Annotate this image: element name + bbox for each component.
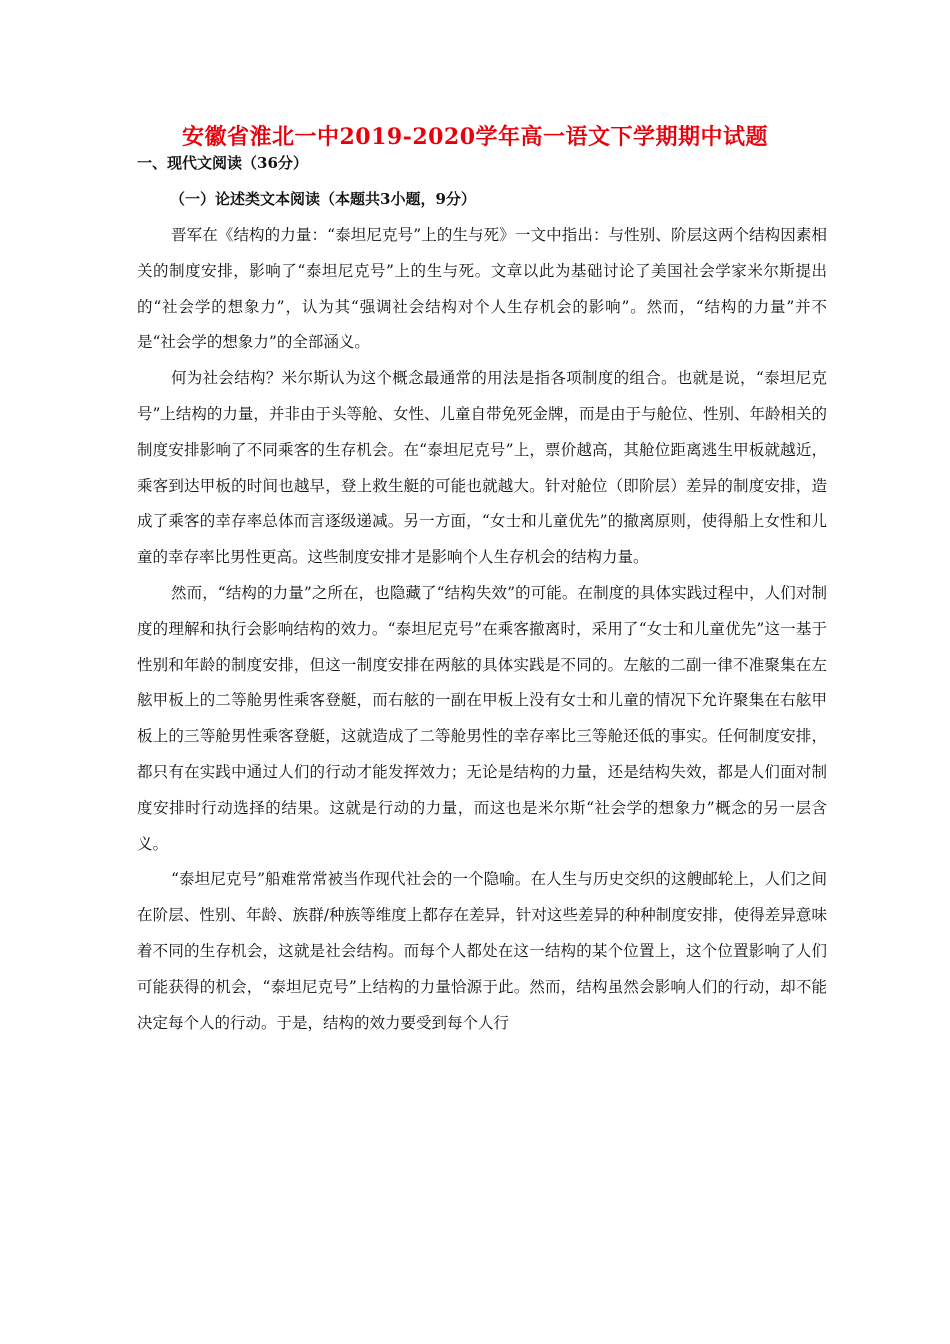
- paragraph-4: “泰坦尼克号”船难常常被当作现代社会的一个隐喻。在人生与历史交织的这艘邮轮上，人们之间在阶层、性别、年龄、族群/种族等维度上都存在差异，针对这些差异的种种制度安排，使得差异意味着不同的生存机会，这就是社会结构。而每个人都处在这一结构的某个位置上，这个位置影响了人们可能获得的机会，“泰坦尼克号”上结构的力量恰源于此。然而，结构虽然会影响人们的行动，却不能决定每个人的行动。于是，结构的效力要受到每个人行: [137, 870, 827, 1032]
- paragraph-3: 然而，“结构的力量”之所在，也隐藏了“结构失效”的可能。在制度的具体实践过程中，人们对制度的理解和执行会影响结构的效力。“泰坦尼克号”在乘客撤离时，采用了“女士和儿童优先”这一基于性别和年龄的制度安排，但这一制度安排在两舷的具体实践是不同的。左舷的二副一律不准聚集在左舷甲板上的二等舱男性乘客登艇，而右舷的一副在甲板上没有女士和儿童的情况下允许聚集在右舷甲板上的三等舱男性乘客登艇，这就造成了二等舱男性的幸存率比三等舱还低的事实。任何制度安排，都只有在实践中通过人们的行动才能发挥效力；无论是结构的力量，还是结构失效，都是人们面对制度安排时行动选择的结果。这就是行动的力量，而这也是米尔斯“社会学的想象力”概念的另一层含义。: [137, 583, 827, 853]
- paragraph-1: 晋军在《结构的力量：“泰坦尼克号”上的生与死》一文中指出：与性别、阶层这两个结构因素相关的制度安排，影响了“泰坦尼克号”上的生与死。文章以此为基础讨论了美国社会学家米尔斯提出的“社会学的想象力”，认为其“强调社会结构对个人生存机会的影响”。然而，“结构的力量”并不是“社会学的想象力”的全部涵义。: [137, 226, 827, 352]
- section-heading: 一、现代文阅读（36分）: [137, 154, 308, 172]
- reading-passage: [137, 218, 827, 1041]
- paragraph-2: 何为社会结构？米尔斯认为这个概念最通常的用法是指各项制度的组合。也就是说，“泰坦尼克号”上结构的力量，并非由于头等舱、女性、儿童自带免死金牌，而是由于与舱位、性别、年龄相关的制度安排影响了不同乘客的生存机会。在“泰坦尼克号”上，票价越高，其舱位距离逃生甲板就越近，乘客到达甲板的时间也越早，登上救生艇的可能也就越大。针对舱位（即阶层）差异的制度安排，造成了乘客的幸存率总体而言逐级递减。另一方面，“女士和儿童优先”的撤离原则，使得船上女性和儿童的幸存率比男性更高。这些制度安排才是影响个人生存机会的结构力量。: [137, 369, 827, 567]
- subsection-heading: （一）论述类文本阅读（本题共3小题，9分）: [170, 190, 476, 208]
- document-title: 安徽省淮北一中2019-2020学年高一语文下学期期中试题: [181, 124, 769, 150]
